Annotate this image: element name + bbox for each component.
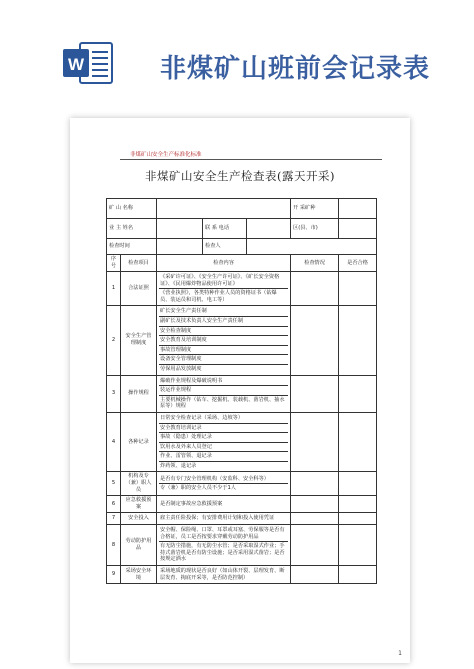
status-cell[interactable] <box>291 525 339 566</box>
row-item: 爆破作业规程及爆破说明书 <box>159 377 288 387</box>
header-banner <box>0 0 474 112</box>
row-number: 9 <box>107 566 121 584</box>
row-item: 《营业执照》，各类特种作业人员的资格证书（钻爆员、装运员和司机、电工等） <box>160 290 277 303</box>
table-row <box>107 525 377 566</box>
info-row <box>107 199 377 219</box>
row-number: 4 <box>107 412 121 472</box>
mining-type-value[interactable] <box>339 199 377 219</box>
row-project: 安全投入 <box>121 513 157 525</box>
row-number: 1 <box>107 272 121 306</box>
qualified-cell[interactable] <box>339 472 377 496</box>
inspector-value[interactable] <box>247 239 377 255</box>
row-number: 5 <box>107 472 121 496</box>
column-header-no: 序号 <box>107 255 121 272</box>
table-row <box>107 272 377 306</box>
owner-name-label: 业 主 姓名 <box>107 219 157 239</box>
row-items <box>157 306 291 375</box>
row-item: 事故（隐患）处理记录 <box>159 433 288 443</box>
document-sheet <box>70 118 410 663</box>
row-project: 各种记录 <box>121 412 157 472</box>
row-item: 有无防尘措施，有无防尘水管；是否采取湿式作业；手持式凿岩机是否有防尘设施；是否采用湿式凿岩；是否按规定洒水 <box>160 543 285 563</box>
row-items <box>157 513 291 525</box>
status-cell[interactable] <box>291 513 339 525</box>
row-items <box>157 412 291 472</box>
row-item: 安全教育培训记录 <box>159 424 288 434</box>
qualified-cell[interactable] <box>339 272 377 306</box>
qualified-cell[interactable] <box>339 306 377 375</box>
table-row <box>107 412 377 472</box>
row-number: 7 <box>107 513 121 525</box>
row-item: 设备安全管理制度 <box>159 355 288 365</box>
row-number: 3 <box>107 375 121 412</box>
row-number: 8 <box>107 525 121 566</box>
owner-name-value[interactable] <box>157 219 203 239</box>
column-header-status: 检查情况 <box>291 255 339 272</box>
phone-label: 联 系 电话 <box>203 219 247 239</box>
row-item: 采场地质的现状是否良好（如山体开裂、层理发育、断层发育、掏底开采等，是否防范控制） <box>160 568 285 581</box>
row-item: 装运作业规程 <box>159 386 288 396</box>
inspection-time-label: 检查时间 <box>107 239 157 255</box>
inspection-table <box>106 198 377 584</box>
row-item: 主要机械操作（钻车、挖掘机、装载机、凿岩机、抽水泵等）规程 <box>160 396 285 410</box>
status-cell[interactable] <box>291 472 339 496</box>
row-items <box>157 375 291 412</box>
status-cell[interactable] <box>291 375 339 412</box>
mine-name-label: 矿 山 名称 <box>107 199 157 219</box>
row-items <box>157 472 291 496</box>
district-label: 区(县、市) <box>291 219 339 239</box>
row-item: 专（兼）职的安全人员不少于1人 <box>160 485 236 492</box>
row-items <box>157 272 291 306</box>
row-item: 是否有专门安全管理机构（安监科、安全科等） <box>159 475 288 485</box>
qualified-cell[interactable] <box>339 513 377 525</box>
row-project: 操作规程 <box>121 375 157 412</box>
row-items <box>157 566 291 584</box>
qualified-cell[interactable] <box>339 566 377 584</box>
qualified-cell[interactable] <box>339 412 377 472</box>
row-item: 事故管理制度 <box>159 346 288 356</box>
column-header-qualified: 是否合格 <box>339 255 377 272</box>
table-row <box>107 375 377 412</box>
row-project: 机构及专（兼）职人员 <box>121 472 157 496</box>
row-item: 劳保用品发放制度 <box>160 365 202 372</box>
document-header-note: 非煤矿山安全生产标准化标准 <box>130 152 202 158</box>
header-divider <box>120 159 382 160</box>
table-row <box>107 472 377 496</box>
row-item: 雇主责任险投保；有安排费用计划和投入使用凭证 <box>160 515 275 522</box>
info-row <box>107 219 377 239</box>
inspection-time-value[interactable] <box>157 239 203 255</box>
district-value[interactable] <box>339 219 377 239</box>
mine-name-value[interactable] <box>157 199 291 219</box>
row-items <box>157 525 291 566</box>
column-header-content: 检查内容 <box>157 255 291 272</box>
row-project: 劳动防护用品 <box>121 525 157 566</box>
word-document-icon <box>62 40 114 86</box>
row-item: 矿长安全生产责任制 <box>159 307 288 317</box>
row-project: 应急救援预案 <box>121 496 157 513</box>
table-header-row <box>107 255 377 272</box>
row-number: 2 <box>107 306 121 375</box>
row-project: 合法证照 <box>121 272 157 306</box>
status-cell[interactable] <box>291 566 339 584</box>
inspector-label: 检查人 <box>203 239 247 255</box>
status-cell[interactable] <box>291 496 339 513</box>
row-project: 安全生产管理制度 <box>121 306 157 375</box>
row-item: 作业、雷管领、退记录 <box>159 452 288 462</box>
qualified-cell[interactable] <box>339 375 377 412</box>
logo-letter: W <box>67 55 85 74</box>
table-row <box>107 513 377 525</box>
page-title: 非煤矿山班前会记录表 <box>160 54 431 84</box>
table-row <box>107 566 377 584</box>
row-item: 副矿长及技术负责人安全生产责任制 <box>159 317 288 327</box>
table-row <box>107 306 377 375</box>
row-item: 安全教育及培训制度 <box>159 336 288 346</box>
table-row <box>107 496 377 513</box>
row-number: 6 <box>107 496 121 513</box>
row-item: 《采矿许可证》、《安全生产许可证》、《矿长安全资格证》、《民用爆炸物品使用许可证》 <box>159 273 288 289</box>
row-item: 炸药领、退记录 <box>160 462 197 469</box>
row-project: 采场安全环境 <box>121 566 157 584</box>
row-item: 是否制定事故应急救援预案 <box>160 501 223 508</box>
info-row <box>107 239 377 255</box>
page-number: 1 <box>398 650 402 657</box>
status-cell[interactable] <box>291 412 339 472</box>
row-item: 安全帽、保险绳、口罩、耳罩或耳塞、劳保服等是否有合格证，员工是否按要求穿戴劳动防护用品 <box>159 526 288 542</box>
qualified-cell[interactable] <box>339 525 377 566</box>
mining-type-label: 开 采矿种 <box>291 199 339 219</box>
column-header-project: 检查项目 <box>121 255 157 272</box>
qualified-cell[interactable] <box>339 496 377 513</box>
row-item: 安全检查制度 <box>159 327 288 337</box>
status-cell[interactable] <box>291 306 339 375</box>
row-item: 日常安全检查记录（采场、边坡等） <box>159 414 288 424</box>
row-items <box>157 496 291 513</box>
status-cell[interactable] <box>291 272 339 306</box>
phone-value[interactable] <box>247 219 291 239</box>
document-title: 非煤矿山安全生产检查表(露天开采) <box>145 169 335 183</box>
row-item: 饮用水及外来人员登记 <box>159 443 288 453</box>
